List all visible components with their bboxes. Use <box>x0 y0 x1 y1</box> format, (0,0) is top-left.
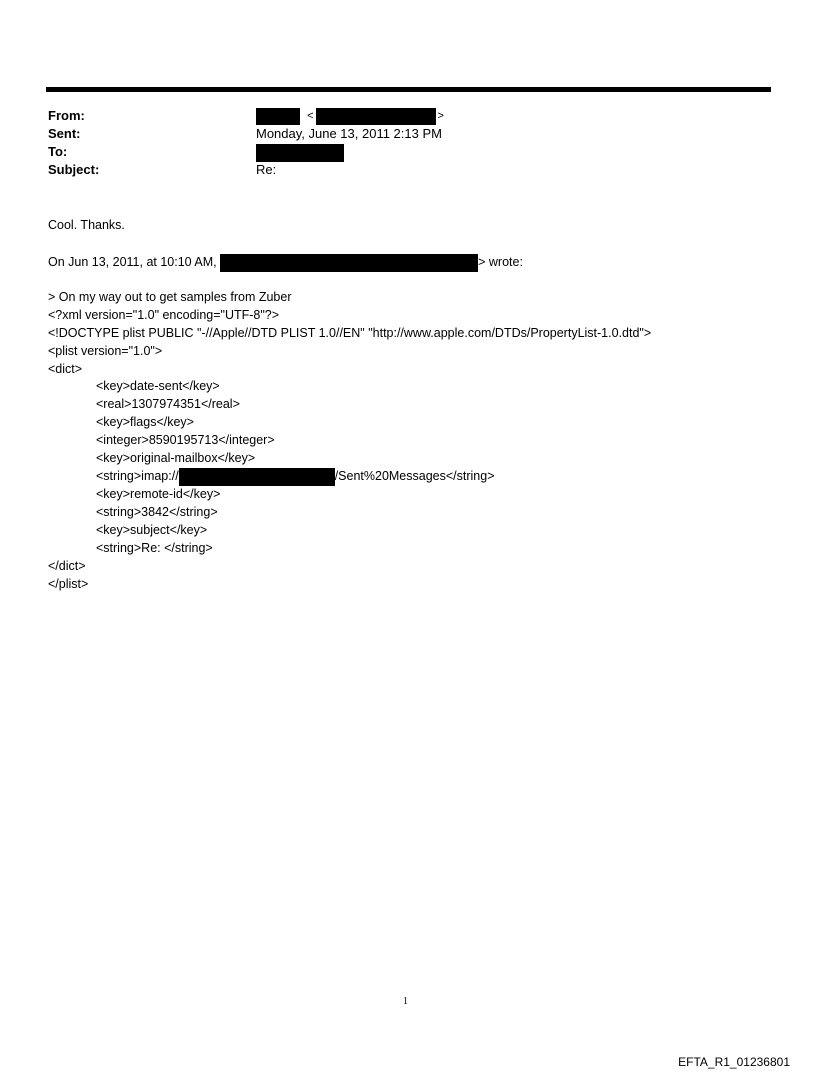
imap-prefix: <string>imap:// <box>96 469 179 483</box>
redaction-block <box>179 468 335 486</box>
reply-text: Cool. Thanks. <box>48 218 125 232</box>
body-line: <plist version="1.0"> <box>48 344 163 358</box>
dict-line: <integer>8590195713</integer> <box>96 433 275 447</box>
imap-line <box>96 467 495 486</box>
dict-line: <key>date-sent</key> <box>96 379 220 393</box>
redaction-block <box>256 108 300 125</box>
to-value <box>256 143 344 162</box>
dict-line: <string>Re: </string> <box>96 541 213 555</box>
dict-line: <key>remote-id</key> <box>96 487 221 501</box>
body-line: <!DOCTYPE plist PUBLIC "-//Apple//DTD PLIST 1.0//EN" "http://www.apple.com/DTDs/PropertyList-1.0.dtd"> <box>48 326 652 340</box>
body-line: <dict> <box>48 362 83 376</box>
sent-label: Sent: <box>48 126 81 141</box>
sent-value: Monday, June 13, 2011 2:13 PM <box>256 126 442 141</box>
redaction-block <box>316 108 436 125</box>
closing-line: </plist> <box>48 577 89 591</box>
from-gt: > <box>437 110 444 122</box>
dict-line: <key>flags</key> <box>96 415 194 429</box>
redaction-block <box>256 144 344 162</box>
header-rule <box>46 87 771 92</box>
closing-line: </dict> <box>48 559 86 573</box>
body-line: <?xml version="1.0" encoding="UTF-8"?> <box>48 308 280 322</box>
from-value <box>256 107 444 125</box>
dict-line: <key>subject</key> <box>96 523 208 537</box>
subject-value: Re: <box>256 162 277 177</box>
imap-suffix: /Sent%20Messages</string> <box>334 469 495 483</box>
to-label: To: <box>48 144 68 159</box>
subject-label: Subject: <box>48 162 100 177</box>
bates-number: EFTA_R1_01236801 <box>678 1055 790 1069</box>
quote-wrote: > wrote: <box>478 255 523 269</box>
dict-line: <string>3842</string> <box>96 505 218 519</box>
dict-line: <key>original-mailbox</key> <box>96 451 256 465</box>
page-number: 1 <box>403 996 408 1007</box>
body-line: > On my way out to get samples from Zuber <box>48 290 292 304</box>
redaction-block <box>220 254 478 272</box>
quote-intro-line <box>48 253 523 272</box>
from-lt: < <box>307 110 314 122</box>
dict-line: <real>1307974351</real> <box>96 397 240 411</box>
quote-intro: On Jun 13, 2011, at 10:10 AM, <box>48 255 217 269</box>
from-label: From: <box>48 108 85 123</box>
